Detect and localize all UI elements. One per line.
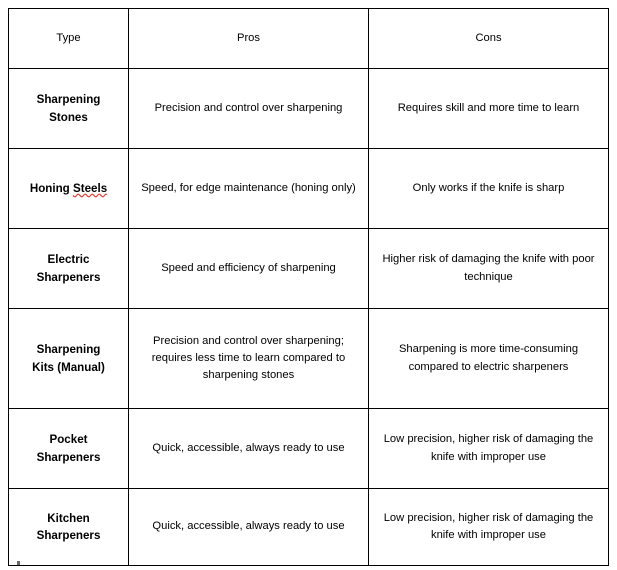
cell-type	[9, 309, 129, 409]
type-line-secondary: Kits (Manual)	[32, 360, 105, 374]
cell-cons: Low precision, higher risk of damaging the knife with improper use	[369, 409, 609, 489]
cell-cons: Sharpening is more time-consuming compared to electric sharpeners	[369, 309, 609, 409]
column-header-pros: Pros	[129, 9, 369, 69]
comparison-table	[8, 8, 609, 566]
misspelled-word: Steels	[72, 181, 108, 195]
table-row	[9, 489, 609, 566]
table-row	[9, 149, 609, 229]
cell-type	[9, 149, 129, 229]
type-line-secondary: Sharpeners	[36, 270, 101, 284]
type-line-primary: Pocket	[49, 433, 88, 447]
cell-pros: Speed and efficiency of sharpening	[129, 229, 369, 309]
cell-cons: Low precision, higher risk of damaging the knife with improper use	[369, 489, 609, 566]
type-line-primary: Sharpening	[36, 343, 101, 357]
column-header-type: Type	[9, 9, 129, 69]
cell-pros: Quick, accessible, always ready to use	[129, 409, 369, 489]
type-line-primary: Electric	[47, 253, 90, 267]
type-line-primary: Kitchen	[47, 511, 90, 525]
column-header-cons: Cons	[369, 9, 609, 69]
cell-type	[9, 69, 129, 149]
table-header-row	[9, 9, 609, 69]
cell-cons: Only works if the knife is sharp	[369, 149, 609, 229]
type-line-secondary: Sharpeners	[36, 450, 101, 464]
cell-pros: Precision and control over sharpening; requires less time to learn compared to sharpening stones	[129, 309, 369, 409]
type-line-primary: Honing	[29, 181, 73, 195]
type-line-primary: Sharpening	[36, 93, 101, 107]
table-header	[9, 9, 609, 69]
table-row	[9, 229, 609, 309]
cell-pros: Quick, accessible, always ready to use	[129, 489, 369, 566]
table-row	[9, 69, 609, 149]
cell-cons: Higher risk of damaging the knife with poor technique	[369, 229, 609, 309]
cell-type	[9, 409, 129, 489]
table-row	[9, 309, 609, 409]
cell-pros: Precision and control over sharpening	[129, 69, 369, 149]
cell-cons: Requires skill and more time to learn	[369, 69, 609, 149]
trailing-punctuation-mark	[17, 561, 20, 565]
type-line-secondary: Sharpeners	[36, 529, 101, 542]
table-body	[9, 69, 609, 566]
type-line-secondary: Stones	[49, 110, 88, 124]
cell-pros: Speed, for edge maintenance (honing only)	[129, 149, 369, 229]
cell-type	[9, 229, 129, 309]
cell-type	[9, 489, 129, 566]
table-row	[9, 409, 609, 489]
